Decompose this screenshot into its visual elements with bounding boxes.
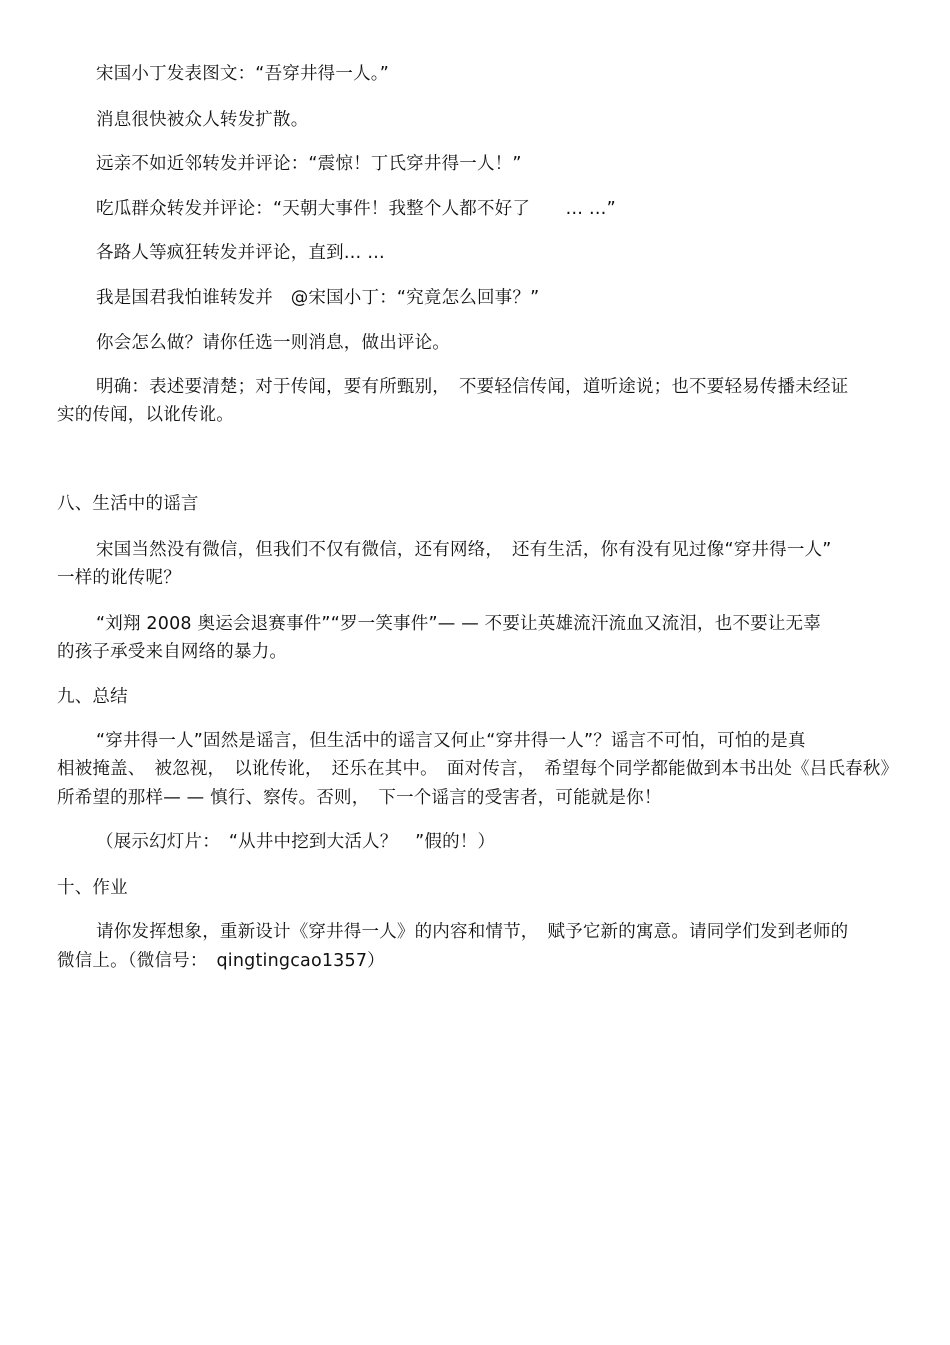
paragraph-summary-line2: 相被掩盖、 被忽视， 以讹传讹， 还乐在其中。 面对传言， 希望每个同学都能做到本书出处《吕氏春秋》 xyxy=(57,759,899,779)
paragraph-clarify-line1: 明确：表述要清楚；对于传闻，要有所甄别， 不要轻信传闻，道听途说；也不要轻易传播未经证 xyxy=(96,377,849,397)
section-heading-8: 八、生活中的谣言 xyxy=(57,494,199,514)
paragraph-summary-line1: “穿井得一人”固然是谣言，但生活中的谣言又何止“穿井得一人”？谣言不可怕，可怕的是真 xyxy=(96,731,806,751)
paragraph-clarify-line2: 实的传闻，以讹传讹。 xyxy=(57,405,234,425)
paragraph-wechat-line2: 一样的讹传呢？ xyxy=(57,568,181,588)
paragraph-spread: 消息很快被众人转发扩散。 xyxy=(96,110,309,130)
section-heading-10: 十、作业 xyxy=(57,878,128,898)
paragraph-slide-note: （展示幻灯片： “从井中挖到大活人？ ”假的！） xyxy=(96,832,496,852)
paragraph-summary-line3: 所希望的那样— — 慎行、察传。否则， 下一个谣言的受害者，可能就是你！ xyxy=(57,788,662,808)
paragraph-events-line2: 的孩子承受来自网络的暴力。 xyxy=(57,642,288,662)
paragraph-neighbor-comment: 远亲不如近邻转发并评论：“震惊！丁氏穿井得一人！” xyxy=(96,154,522,174)
paragraph-homework-line2: 微信上。（微信号： qingtingcao1357） xyxy=(57,951,385,971)
paragraph-homework-line1: 请你发挥想象，重新设计《穿井得一人》的内容和情节， 赋予它新的寓意。请同学们发到老师的 xyxy=(96,922,849,942)
paragraph-crazy-forward: 各路人等疯狂转发并评论，直到… … xyxy=(96,243,385,263)
paragraph-wechat-line1: 宋国当然没有微信，但我们不仅有微信，还有网络， 还有生活，你有没有见过像“穿井得一人” xyxy=(96,540,832,560)
paragraph-onlooker-comment: 吃瓜群众转发并评论：“天朝大事件！我整个人都不好了 … …” xyxy=(96,199,616,219)
paragraph-post: 宋国小丁发表图文：“吾穿井得一人。” xyxy=(96,64,389,84)
paragraph-events-line1: “刘翔 2008 奥运会退赛事件”“罗一笑事件”— — 不要让英雄流汗流血又流泪，也不要让无辜 xyxy=(96,614,821,634)
paragraph-question: 你会怎么做？请你任选一则消息，做出评论。 xyxy=(96,333,450,353)
section-heading-9: 九、总结 xyxy=(57,687,128,707)
paragraph-king-comment: 我是国君我怕谁转发并 @宋国小丁：“究竟怎么回事？” xyxy=(96,288,540,308)
